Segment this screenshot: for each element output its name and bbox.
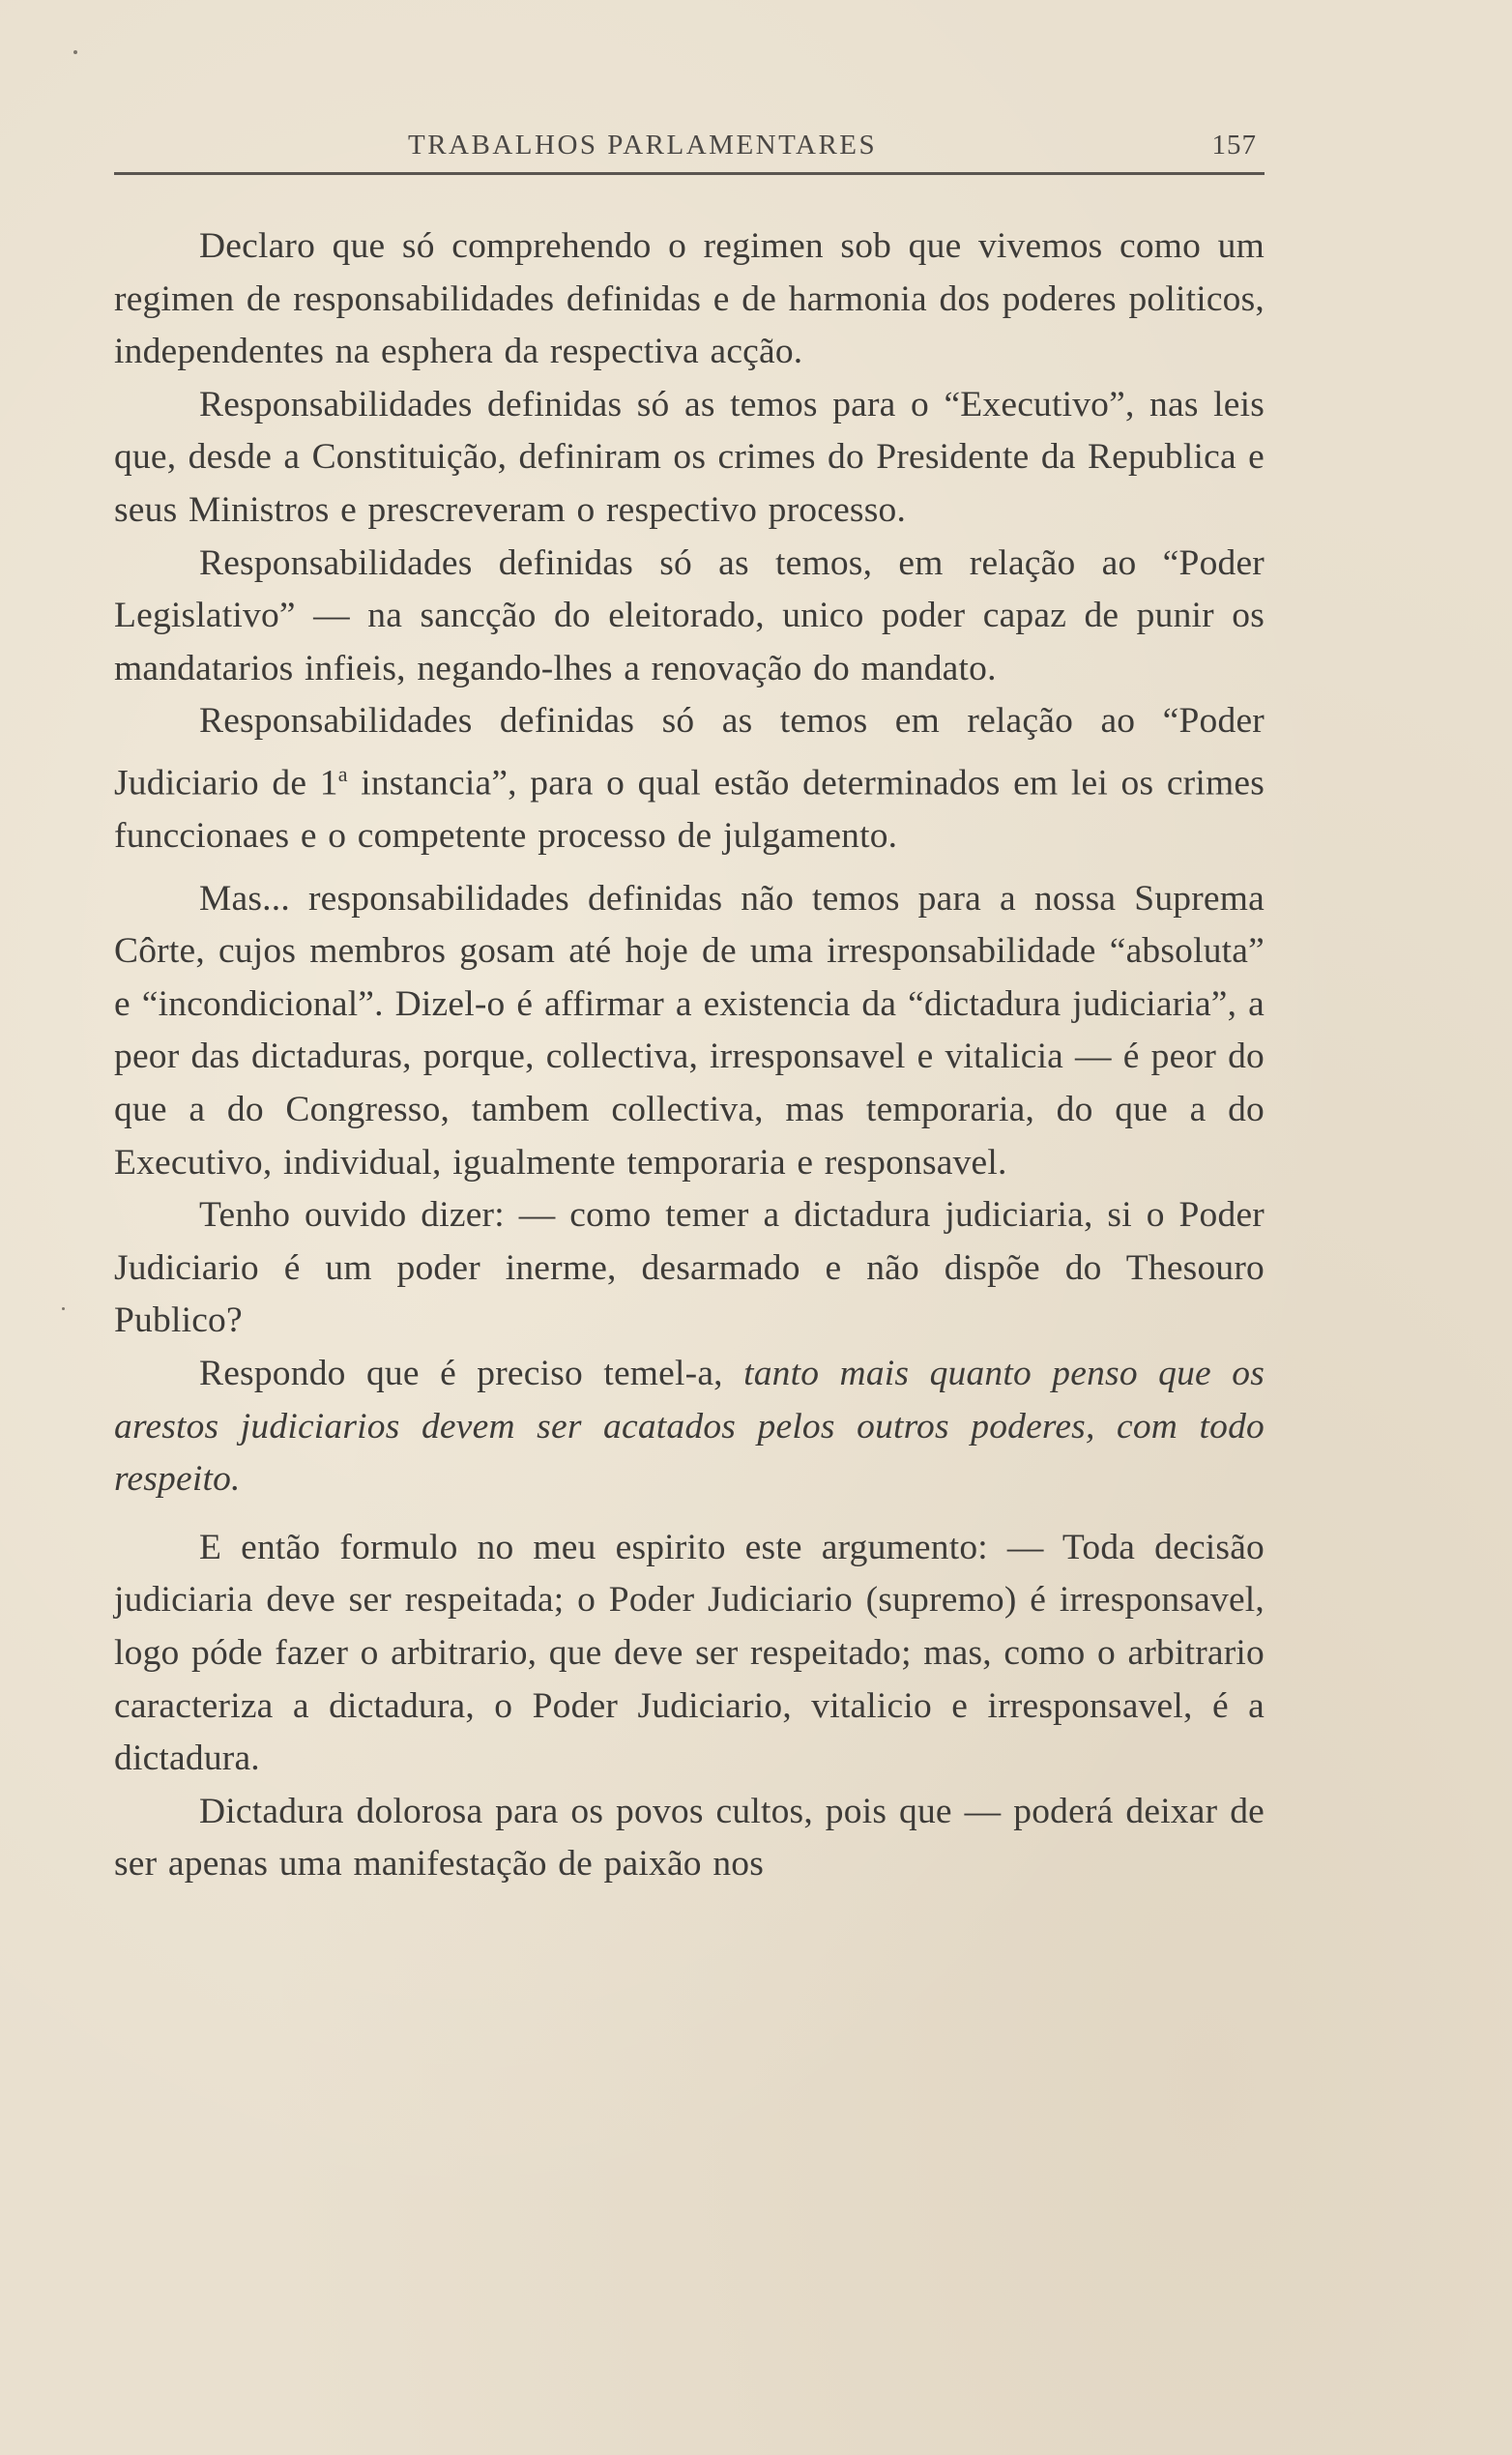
paragraph: E então formulo no meu espirito este argumento: — Toda decisão judiciaria deve ser respeitada; o Poder Judiciario (supremo) é irresponsavel, logo póde fazer o arbitrario, que deve ser respeitado; mas, como o arbitrario caracteriza a dictadura, o Poder Judiciario, vitalicio e irresponsavel, é a dictadura. <box>114 1527 1265 1779</box>
paper-speck <box>62 1307 65 1310</box>
paragraph: Dictadura dolorosa para os povos cultos, pois que — poderá deixar de ser apenas uma manifestação de paixão nos <box>114 1791 1265 1885</box>
body-text <box>114 220 1265 1891</box>
running-head: TRABALHOS PARLAMENTARES <box>408 130 878 161</box>
paragraph: Responsabilidades definidas só as temos, em relação ao “Poder Legislativo” — na sancção do eleitorado, unico poder capaz de punir os mandatarios infieis, negando-lhes a renovação do mandato. <box>114 542 1265 688</box>
paragraph <box>114 1348 1265 1506</box>
page-number: 157 <box>1211 130 1257 161</box>
paragraph-text: Respondo que é preciso temel-a, <box>199 1353 744 1393</box>
page-header <box>114 126 1265 175</box>
paragraph: Responsabilidades definidas só as temos para o “Executivo”, nas leis que, desde a Constituição, definiram os crimes do Presidente da Republica e seus Ministros e prescreveram o respectivo processo. <box>114 384 1265 530</box>
paper-speck <box>73 50 77 54</box>
ordinal-superscript: a <box>337 761 348 786</box>
paragraph: Mas... responsabilidades definidas não temos para a nossa Suprema Côrte, cujos membros gosam até hoje de uma irresponsabilidade “absoluta” e “incondicional”. Dizel-o é affirmar a existencia da “dictadura judiciaria”, a peor das dictaduras, porque, collectiva, irresponsavel e vitalicia — é peor do que a do Congresso, tambem collectiva, mas temporaria, do que a do Executivo, individual, igualmente temporaria e responsavel. <box>114 878 1265 1183</box>
paragraph: Declaro que só comprehendo o regimen sob que vivemos como um regimen de responsabilidades definidas e de harmonia dos poderes politicos, independentes na esphera da respectiva acção. <box>114 226 1265 372</box>
paragraph: Tenho ouvido dizer: — como temer a dictadura judiciaria, si o Poder Judiciario é um poder inerme, desarmado e não dispõe do Thesouro Publico? <box>114 1195 1265 1341</box>
paragraph <box>114 695 1265 862</box>
paragraph-text: instancia”, para o qual estão determinados em lei os crimes funccionaes e o competente processo de julgamento. <box>114 763 1265 857</box>
paragraph-text: Responsabilidades definidas só as temos em relação ao “Poder Judiciario de 1 <box>114 701 1265 804</box>
italic-passage: tanto mais quanto penso que os arestos judiciarios devem ser acatados pelos outros poderes, com todo respeito. <box>114 1353 1265 1500</box>
